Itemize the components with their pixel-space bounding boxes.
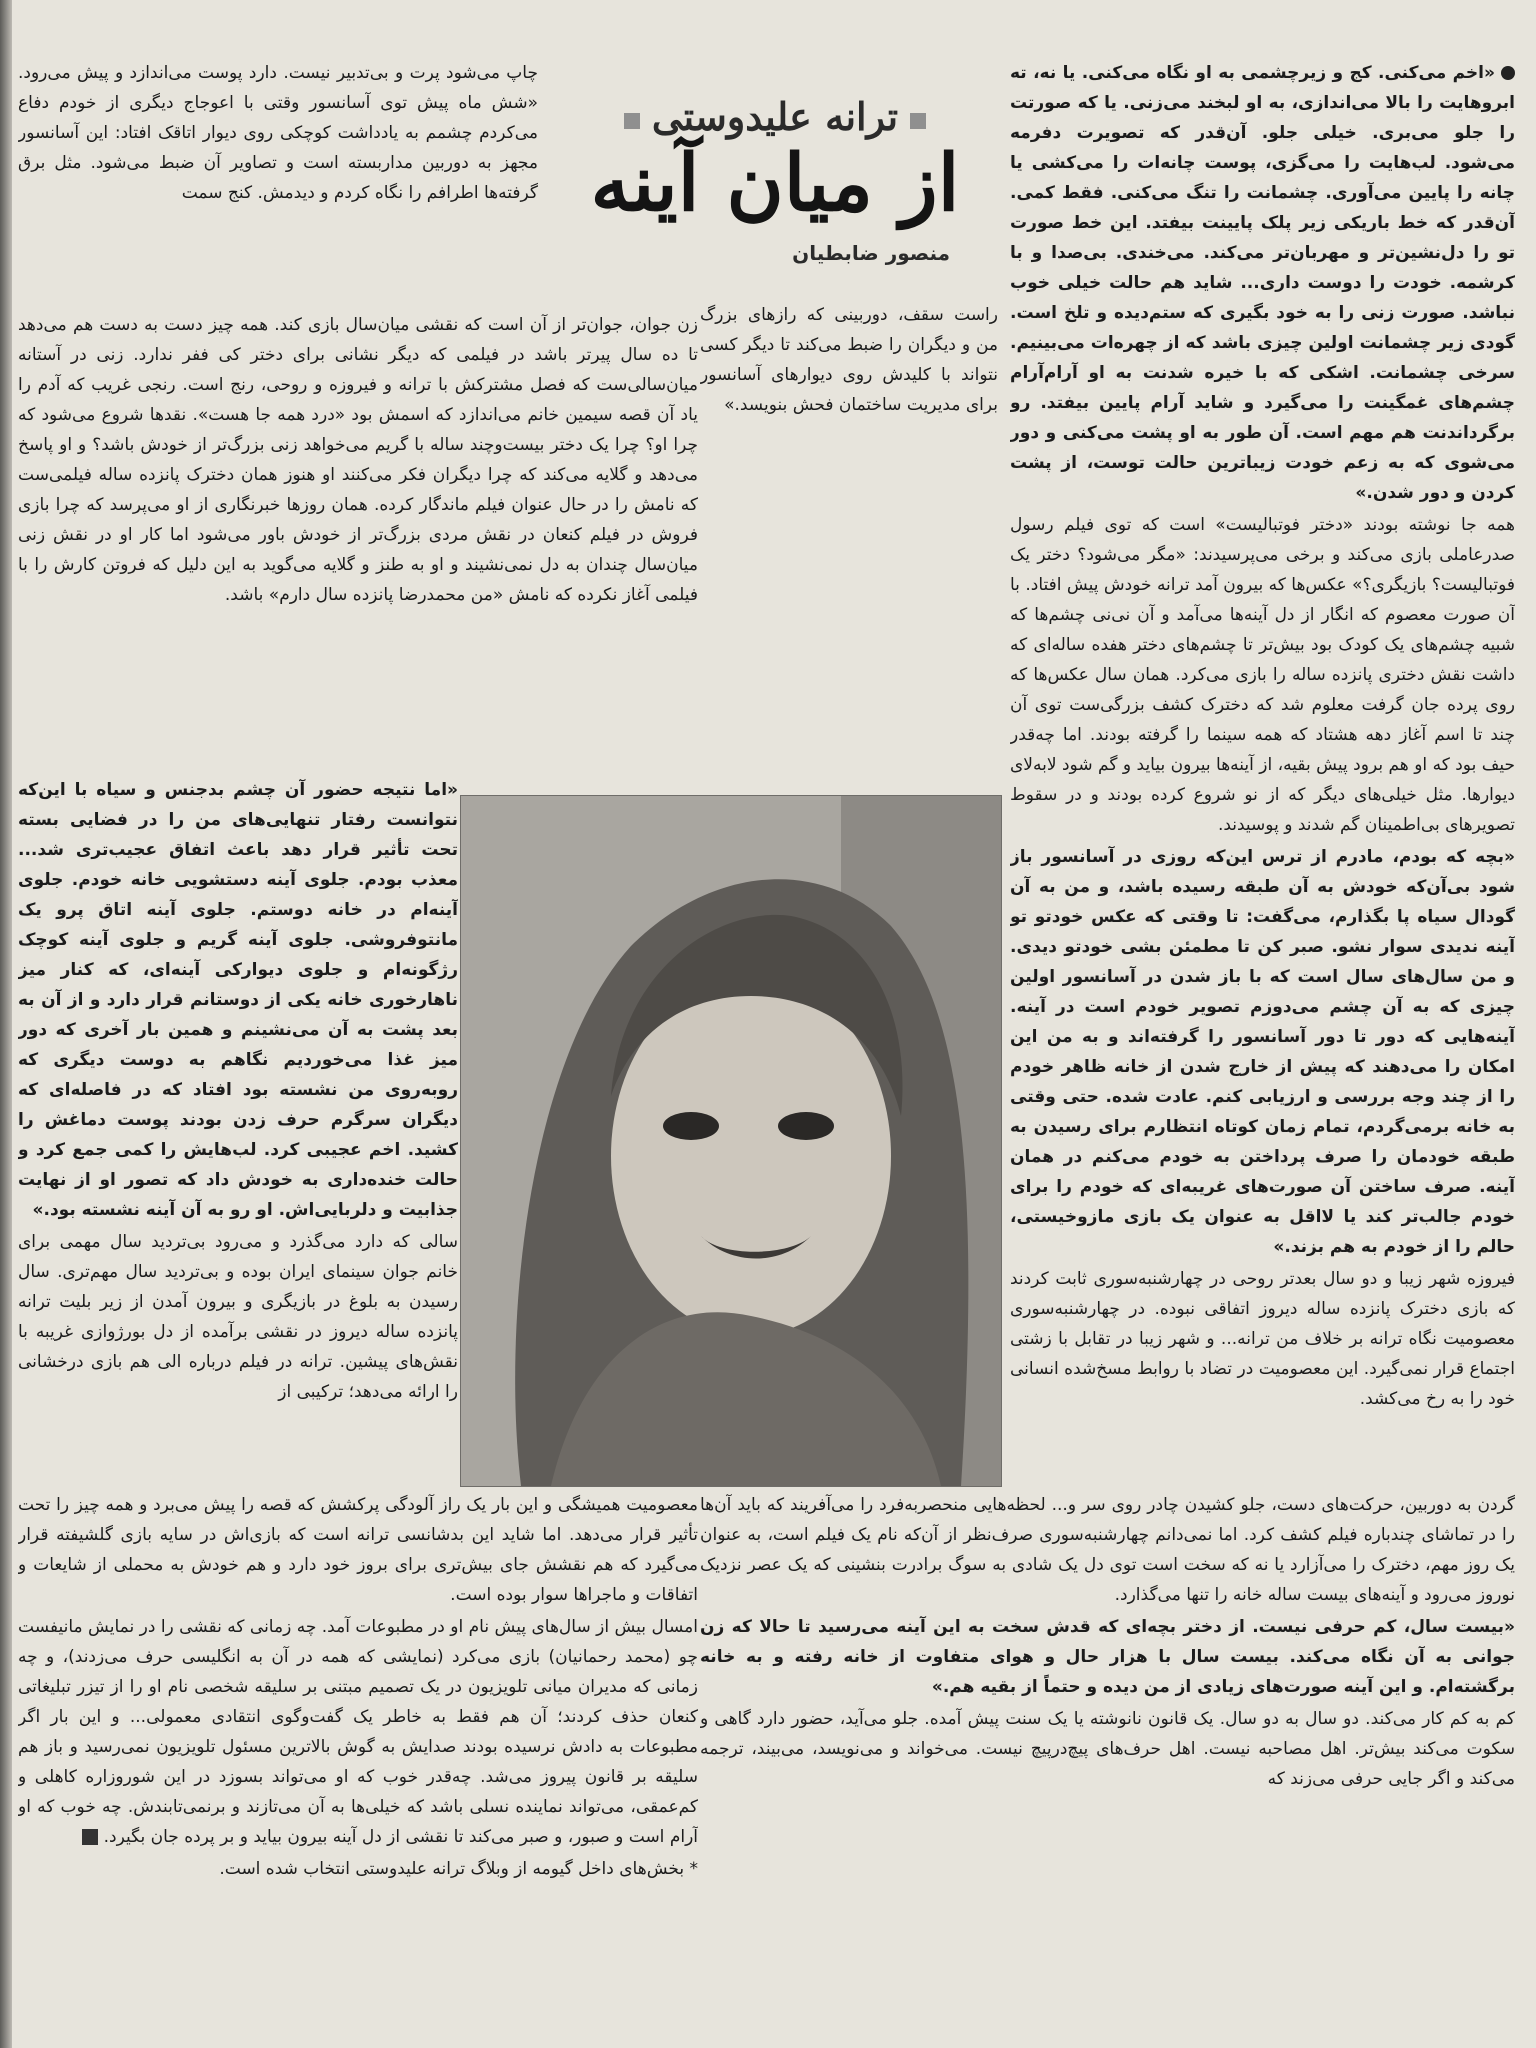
page-shadow [0,0,12,2048]
paragraph: کم به کم کار می‌کند. دو سال به دو سال. یک قانون نانوشته یا یک سنت پیش آمده. جلو می‌آید، حضور دارد گاهی و سکوت می‌کند بیش‌تر. اهل مصاحبه نیست. اهل حرف‌های پیچ‌درپیچ نیست. می‌خواند و می‌نویسد، می‌بیند، ترجمه می‌کند و اگر جایی حرفی می‌زند که [700,1709,1515,1789]
column-left-top: چاپ می‌شود پرت و بی‌تدبیر نیست. دارد پوست می‌اندازد و پیش می‌رود. «شش ماه پیش توی آسانسور وقتی با اعوجاج دیگری از خودم دفاع می‌کردم چشمم به یادداشت کوچکی روی دیوار اتاقک افتاد: این آسانسور مجهز به دوربین مداربسته است و تصاویر آن ضبط می‌شود. مثل برق گرفته‌ها اطرافم را نگاه کردم و دیدمش. کنج سمت [18,63,538,203]
article-header [560,95,990,295]
footnote-text: بخش‌های داخل گیومه از وبلاگ ترانه علیدوستی انتخاب شده است. [219,1859,685,1879]
portrait-photo [460,795,1002,1487]
bullet-dot-icon [1501,66,1515,80]
paragraph: معصومیت همیشگی و این بار یک راز آلودگی پرکشش که قصه را پیش می‌برد و همه چیز را تحت تأثیر قرار می‌دهد. اما شاید این بدشانسی ترانه است که بازی‌اش در سایه بازی گلشیفته قرار می‌گیرد که هم نقشش جای بیش‌تری برای بروز خود دارد و هم خودش به محملی از شایعات و اتفاقات و ماجراها سوار بوده است. [18,1495,698,1605]
paragraph: همه جا نوشته بودند «دختر فوتبالیست» است که توی فیلم رسول صدرعاملی بازی می‌کند و برخی می‌پرسیدند: «مگر می‌شود؟ دختر یک فوتبالیست؟ بازیگری؟» عکس‌ها که بیرون آمد ترانه خودش پیش افتاد. با آن صورت معصوم که انگار از دل آینه‌ها می‌آمد و آن نی‌نی چشم‌ها که شبیه چشم‌های یک کودک بود بیش‌تر تا چشم‌های دختر هفده ساله‌ای که داشت نقش دختری پانزده ساله را بازی می‌کرد. همان سال عکس‌ها که روی پرده جان گرفت معلوم شد که دخترک کشف بزرگی‌ست توی آن چند تا اسم آغاز دهه هشتاد که همه سینما را گرفته بودند. اما چه‌قدر حیف بود که او هم برود پیش بقیه، از آینه‌ها بیرون بیاید و گم شود لابه‌لای دیوارها. مثل خیلی‌های دیگر که از نو شروع کرده بودند و در سقوط تصویرهای بی‌اطمینان گم شدند و پوسیدند. [1010,515,1515,835]
paragraph-text: «اخم می‌کنی. کج و زیرچشمی به او نگاه می‌کنی. یا نه، ته ابروهایت را بالا می‌اندازی، به او لبخند می‌زنی. یا که صورتت را جلو می‌بری. خیلی جلو. آن‌قدر که تصویرت دفرمه می‌شود. لب‌هایت را می‌گزی، پوست چانه‌ات را می‌کشی یا چانه را پایین می‌آوری. چشمانت را تنگ می‌کنی. فقط کمی. آن‌قدر که خط باریکی زیر پلک پایینت بیفتد. این خط صورت تو را دل‌نشین‌تر و مهربان‌تر می‌کند. می‌خندی. بی‌صدا و با کرشمه. خودت را دوست داری... شاید هم حالت خیلی خوب نباشد. صورت زنی را به خود بگیری که ستم‌دیده و تلخ است. گودی زیر چشمانت اولین چیزی باشد که از چهره‌ات می‌بینیم. سرخی چشمانت. اشکی که با خیره شدنت به او آرام‌آرام چشم‌های غمگینت را می‌گیرد و شاید آرام پایین بیفتد. رو برگرداندنت هم مهم است. آن طور به او پشت می‌کنی و دور می‌شوی که به زعم خودت زیباترین حالت توست، از پشت کردن و دور شدن.» [1010,63,1515,503]
square-bullet-icon [910,113,926,129]
paragraph-text: امسال بیش از سال‌های پیش نام او در مطبوعات آمد. چه زمانی که نقشی را در نمایش مانیفست چو (محمد رحمانیان) بازی می‌کرد (نمایشی که همه در آن به انگلیسی حرف می‌زدند)، و چه زمانی که مدیران میانی تلویزیون در یک تصمیم مبتنی بر سلیقه شخصی نام او را از تیزر تبلیغاتی کنعان حذف کردند؛ آن هم فقط به خاطر یک گفت‌وگوی انتقادی معمولی... و این بار اگر مطبوعات به دادش نرسیده بودند صدایش به گوش بالاترین مسئول تلویزیون نمی‌رسید و باز هم سلیقه بر قانون پیروز می‌شد. چه‌قدر خوب که او می‌تواند بسوزد در این شوروزاره کاهلی و کم‌عمقی، می‌تواند نماینده نسلی باشد که خیلی‌ها به آن می‌تازند و برنمی‌تابندش. چه خوب که او آرام است و صبور، و صبر می‌کند تا نقشی از دل آینه بیرون بیاید و بر پرده جان بگیرد. [18,1617,698,1847]
article-subtitle [560,95,990,139]
subtitle-text: ترانه علیدوستی [651,94,899,139]
square-bullet-icon [624,113,640,129]
column-right [1010,58,1515,1483]
column-left-narrow [18,775,458,1455]
paragraph: «بچه که بودم، مادرم از ترس این‌که روزی در آسانسور باز شود بی‌آن‌که خودش به آن طبقه رسیده باشد، و من به آن گودال سیاه پا بگذارم، می‌گفت: تا وقتی که عکس خودتو تو آینه ندیدی سوار نشو. صبر کن تا مطمئن بشی خودتو دیدی. و من سال‌های سال است که با باز شدن در آسانسور اولین چیزی که به آن چشم می‌دوزم تصویر خودم است در آینه. آینه‌هایی که دور تا دور آسانسور را گرفته‌اند و به من این امکان را می‌دهند که پیش از خارج شدن از خانه ظاهر خودم را از چند وجه بررسی و ارزیابی کنم. عادت شده. حتی وقتی به خانه برمی‌گردم، تمام زمان کوتاه انتظارم برای رسیدن به طبقه خودمان را صرف پرداختن به خودم می‌کنم در همان آینه. صرف ساختن آن صورت‌های غریبه‌ای که خودم را برای خودم جالب‌تر کند یا لااقل به عنوان یک بازی مازوخیستی، حالم را از خودم به هم بزند.» [1010,847,1515,1257]
paragraph: گردن به دوربین، حرکت‌های دست، جلو کشیدن چادر روی سر و... لحظه‌هایی منحصربه‌فرد را می‌آفریند که باید آن‌ها را در تماشای چندباره فیلم کشف کرد. اما نمی‌دانم چهارشنبه‌سوری صرف‌نظر از آن‌که نام یک فیلم است، به عنوان یک روز مهم، دخترک را می‌آزارد یا نه که سخت است توی دل یک شادی به سوگ برادرت بنشینی که یک عصر نزدیک نوروز می‌رود و آینه‌های بیست ساله خانه را تنها می‌گذارد. [700,1495,1515,1605]
footnote: * بخش‌های داخل گیومه از وبلاگ ترانه علیدوستی انتخاب شده است. [219,1859,698,1879]
portrait-illustration [461,796,1001,1486]
article-author: منصور ضابطیان [792,241,950,265]
article-title: از میان آینه [590,138,960,229]
paragraph [18,1612,698,1852]
column-middle: راست سقف، دوربینی که رازهای بزرگ من و دیگران را ضبط می‌کند تا دیگر کسی نتواند با کلیدش روی دیوارهای آسانسور برای مدیریت ساختمان فحش بنویسد.» [700,305,998,415]
end-mark-icon [82,1829,98,1845]
paragraph: سالی که دارد می‌گذرد و می‌رود بی‌تردید سال مهمی برای خانم جوان سینمای ایران بوده و بی‌تردید سال مهم‌تری. سال رسیدن به بلوغ در بازیگری و بیرون آمدن از زیر بلیت ترانه پانزده ساله دیروز در نقشی برآمده از دل بورژوازی غریبه با نقش‌های پیشین. ترانه در فیلم درباره الی هم بازی درخشانی را ارائه می‌دهد؛ ترکیبی از [18,1232,458,1402]
paragraph: «اما نتیجه حضور آن چشم بدجنس و سیاه با این‌که نتوانست رفتار تنهایی‌های من را در فضایی بسته تحت تأثیر قرار دهد باعث اتفاق عجیب‌تری شد... معذب بودم. جلوی آینه دستشویی خانه خودم. جلوی آینه‌ام در خانه دوستم. جلوی آینه اتاق پرو یک مانتوفروشی. جلوی آینه گریم و جلوی آینه کوچک رژگونه‌ام و جلوی دیوارکی آینه‌ای، که کنار میز ناهارخوری خانه یکی از دوستانم قرار دارد و از آن به بعد پشت به آن می‌نشینم و همین بار آخری که دور میز غذا می‌خوردیم نگاهم به دوست دیگری که روبه‌روی من نشسته بود افتاد که در فاصله‌ای که دیگران سرگرم حرف زدن بودند پوست دماغش را کشید. اخم عجیبی کرد. لب‌هایش را کمی جمع کرد و حالت خنده‌داری به خودش داد که تصور او از نهایت جذابیت و دلربایی‌اش. او رو به آن آینه نشسته بود.» [18,780,458,1220]
column-bottom-left [18,1490,698,2010]
column-bottom-right [700,1490,1515,2030]
paragraph: «بیست سال، کم حرفی نیست. از دختر بچه‌ای که قدش سخت به این آینه می‌رسید تا حالا که زن جوانی به آن نگاه می‌کند. بیست سال با هزار حال و هوای متفاوت از خانه رفته و به خانه برگشته‌ام. و این آینه صورت‌های زیادی از من دیده و حتماً از بقیه هم.» [700,1617,1515,1697]
column-left-wide: زن جوان، جوان‌تر از آن است که نقشی میان‌سال بازی کند. همه چیز دست به دست هم می‌دهد تا ده سال پیرتر باشد در فیلمی که دیگر نشانی برای دختر کی ففر ندارد. زنی در آستانه میان‌سالی‌ست که فصل مشترکش با ترانه و فیروزه و روحی، رنج است. رنجی غریب که آدم را یاد آن قصه سیمین خانم می‌اندازد که اسمش بود «درد همه جا هست». نقدها شروع می‌شود که چرا او؟ چرا یک دختر بیست‌وچند ساله با گریم می‌خواهد زنی بزرگ‌تر از خودش باشد؟ و او پاسخ می‌دهد و گلایه می‌کند که چرا دیگران فکر می‌کنند او هنوز همان دخترک پانزده ساله فیلمی‌ست که نامش را در حال عنوان فیلم ماندگار کرده. همان روزها خبرنگاری از او می‌پرسد که چرا بازی فروش در فیلم کنعان در نقش مردی بزرگ‌تر از خودش باور می‌شود اما کار او در نقش زنی میان‌سال چندان به دل نمی‌نشیند و او به طنز و گلایه می‌گوید به این دلیل که فروتن کارش را با فیلمی آغاز نکرده که نامش «من محمدرضا پانزده سال دارم» باشد. [18,315,698,605]
paragraph: فیروزه شهر زیبا و دو سال بعدتر روحی در چهارشنبه‌سوری ثابت کردند که بازی دخترک پانزده ساله دیروز اتفاقی نبوده. در چهارشنبه‌سوری معصومیت نگاه ترانه بر خلاف من ترانه... و شهر زیبا در تقابل با زشتی اجتماع قرار نمی‌گیرد. این معصومیت در تضاد با روابط مسخ‌شده انسانی خود را به رخ می‌کشد. [1010,1269,1515,1409]
paragraph [1010,58,1515,508]
